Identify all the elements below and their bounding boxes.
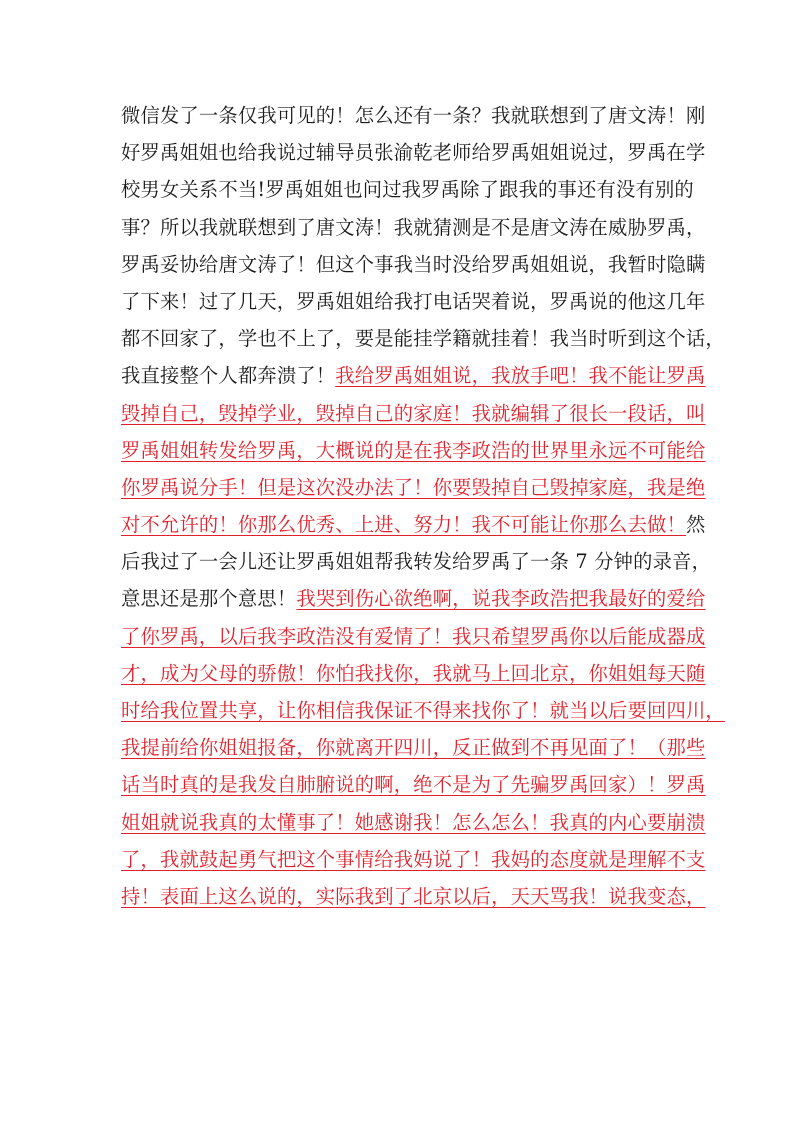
text-line: [121, 134, 706, 171]
highlighted-text: 我给罗禹姐姐说，我放手吧！我不能让罗禹: [335, 364, 706, 388]
text-line: [121, 432, 706, 469]
text-line: [121, 209, 706, 246]
body-text: 事？所以我就联想到了唐文涛！我就猜测是不是唐文涛在威胁罗禹，: [121, 215, 706, 239]
body-text: 好罗禹姐姐也给我说过辅导员张渝乾老师给罗禹姐姐说过，罗禹在学: [121, 141, 706, 165]
text-line: [121, 543, 712, 580]
text-line: [121, 357, 706, 394]
highlighted-text: 话当时真的是我发自肺腑说的啊，绝不是为了先骗罗禹回家）！罗禹: [121, 773, 706, 797]
body-text: 然: [685, 513, 706, 537]
body-text: 后我过了一会儿还让罗禹姐姐帮我转发给罗禹了一条 7 分钟的录音，: [121, 550, 712, 574]
highlighted-text: 姐姐就说我真的太懂事了！她感谢我！怎么怎么！我真的内心要崩溃: [121, 810, 706, 834]
highlighted-text: 了，我就鼓起勇气把这个事情给我妈说了！我妈的态度就是理解不支: [121, 847, 706, 871]
text-line: [121, 506, 706, 543]
text-line: [121, 320, 725, 357]
text-line: [121, 469, 706, 506]
body-text: 微信发了一条仅我可见的！怎么还有一条？我就联想到了唐文涛！刚: [121, 104, 706, 127]
body-text: 了下来！过了几天，罗禹姐姐给我打电话哭着说，罗禹说的他这几年: [121, 289, 706, 313]
text-line: [121, 618, 706, 655]
text-line: [121, 655, 706, 692]
text-line: [121, 729, 706, 766]
text-line: [121, 841, 706, 878]
text-line: [121, 246, 706, 283]
text-line: [121, 878, 706, 915]
highlighted-text: 对不允许的！你那么优秀、上进、努力！我不可能让你那么去做！: [121, 513, 686, 537]
document-body-text: [121, 97, 725, 915]
text-line: [121, 580, 706, 617]
text-line: [121, 766, 706, 803]
highlighted-text: 你罗禹说分手！但是这次没办法了！你要毁掉自己毁掉家庭，我是绝: [121, 475, 706, 499]
text-line: [121, 804, 706, 841]
highlighted-text: 罗禹姐姐转发给罗禹，大概说的是在我李政浩的世界里永远不可能给: [121, 438, 706, 462]
text-line: [121, 692, 725, 729]
highlighted-text: 我提前给你姐姐报备，你就离开四川，反正做到不再见面了！（那些: [121, 736, 706, 760]
text-line: [121, 171, 694, 208]
text-line: [121, 395, 706, 432]
body-text: 都不回家了，学也不上了，要是能挂学籍就挂着！我当时听到这个话，: [121, 327, 725, 351]
body-text: 意思还是那个意思！: [121, 587, 297, 611]
highlighted-text: 我哭到伤心欲绝啊，说我李政浩把我最好的爱给: [296, 587, 706, 611]
text-line: [121, 97, 706, 134]
highlighted-text: 才，成为父母的骄傲！你怕我找你，我就马上回北京，你姐姐每天随: [121, 661, 706, 685]
body-text: 我直接整个人都奔溃了！: [121, 364, 336, 388]
body-text: 罗禹妥协给唐文涛了！但这个事我当时没给罗禹姐姐说，我暂时隐瞒: [121, 252, 706, 276]
highlighted-text: 时给我位置共享，让你相信我保证不得来找你了！就当以后要回四川，: [121, 699, 725, 722]
highlighted-text: 持！表面上这么说的，实际我到了北京以后，天天骂我！说我变态，: [121, 884, 706, 908]
highlighted-text: 毁掉自己，毁掉学业，毁掉自己的家庭！我就编辑了很长一段话，叫: [121, 401, 706, 425]
highlighted-text: 了你罗禹，以后我李政浩没有爱情了！我只希望罗禹你以后能成器成: [121, 624, 706, 648]
text-line: [121, 283, 706, 320]
body-text: 校男女关系不当!罗禹姐姐也问过我罗禹除了跟我的事还有没有别的: [121, 178, 694, 202]
